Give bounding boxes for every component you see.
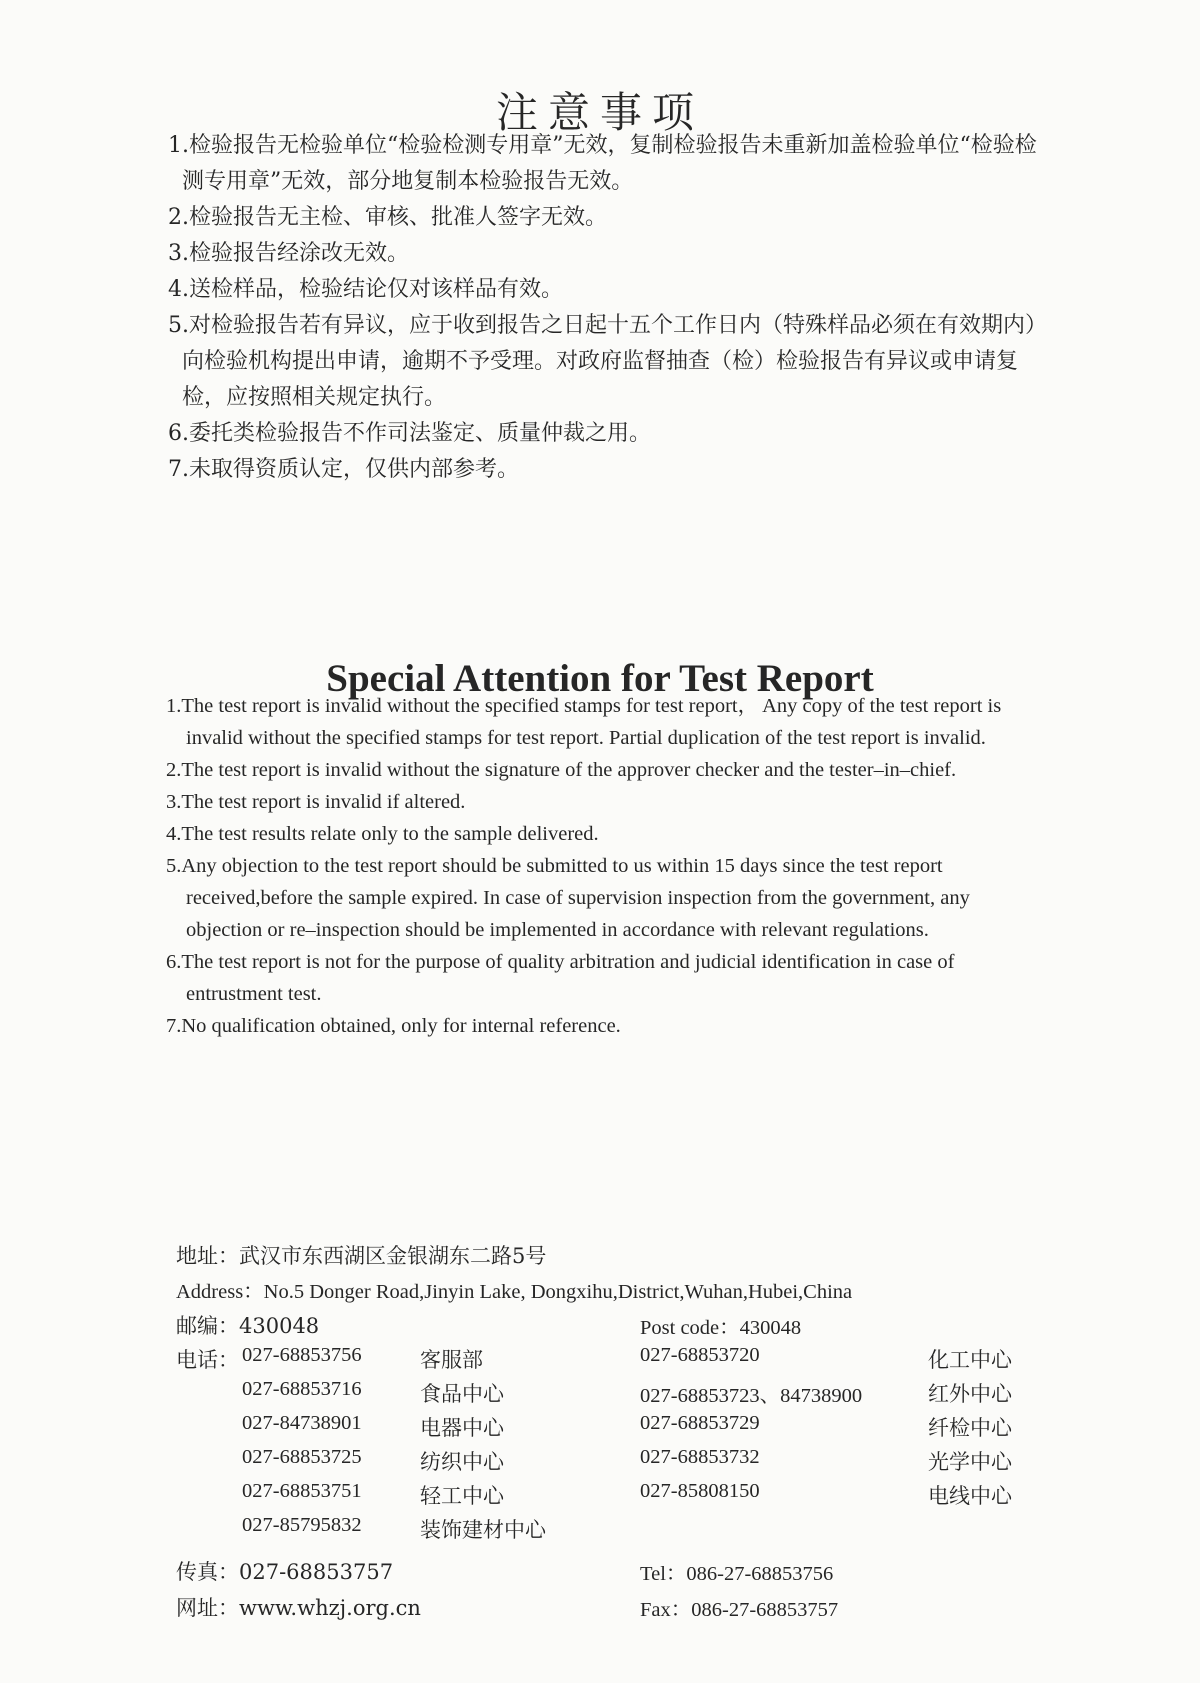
fax-en: Fax：086-27-68853757 <box>640 1599 839 1621</box>
tel-en: Tel：086-27-68853756 <box>640 1563 834 1585</box>
en-notice-list <box>166 690 1046 1042</box>
cn-notice-list <box>168 128 1048 488</box>
phone-department: 纺织中心 <box>420 1450 504 1474</box>
phone-number: 027-85795832 <box>242 1514 362 1536</box>
cn-notice-item: 4.送检样品，检验结论仅对该样品有效。 <box>168 277 563 302</box>
phone-label: 电话： <box>176 1348 239 1372</box>
cn-title: 注意事项 <box>495 88 704 138</box>
cn-notice-item: 2.检验报告无主检、审核、批准人签字无效。 <box>168 205 607 230</box>
phone-number: 027-68853751 <box>242 1480 362 1502</box>
en-notice-item: 4.The test results relate only to the sample delivered. <box>166 823 599 845</box>
phone-number: 027-68853732 <box>640 1446 760 1468</box>
phone-number: 027-85808150 <box>640 1480 760 1502</box>
en-title: Special Attention for Test Report <box>326 657 874 701</box>
phone-number: 027-68853756 <box>242 1344 362 1366</box>
cn-notice-item: 1.检验报告无检验单位“检验检测专用章”无效，复制检验报告未重新加盖检验单位“检验检测专用章”无效，部分地复制本检验报告无效。 <box>168 133 1037 194</box>
website: 网址：www.whzj.org.cn <box>176 1596 421 1620</box>
phone-department: 红外中心 <box>928 1382 1012 1406</box>
phone-department: 轻工中心 <box>420 1484 504 1508</box>
phone-number: 027-68853729 <box>640 1412 760 1434</box>
cn-notice-item: 5.对检验报告若有异议，应于收到报告之日起十五个工作日内（特殊样品必须在有效期内）向检验机构提出申请，逾期不予受理。对政府监督抽查（检）检验报告有异议或申请复检，应按照相关规定执行。 <box>168 313 1047 410</box>
phone-department: 电器中心 <box>420 1416 504 1440</box>
phone-department: 光学中心 <box>928 1450 1012 1474</box>
address-cn: 地址：武汉市东西湖区金银湖东二路5号 <box>176 1244 547 1268</box>
cn-notice-item: 6.委托类检验报告不作司法鉴定、质量仲裁之用。 <box>168 421 651 446</box>
phone-number: 027-68853725 <box>242 1446 362 1468</box>
phone-number: 027-68853723、84738900 <box>640 1385 863 1407</box>
postcode-cn: 邮编：430048 <box>176 1314 320 1338</box>
phone-department: 电线中心 <box>928 1484 1012 1508</box>
phone-department: 食品中心 <box>420 1382 504 1406</box>
en-notice-item: 7.No qualification obtained, only for internal reference. <box>166 1015 621 1037</box>
en-notice-item: 3.The test report is invalid if altered. <box>166 791 466 813</box>
address-en: Address：No.5 Donger Road,Jinyin Lake, Dongxihu,District,Wuhan,Hubei,China <box>176 1281 853 1303</box>
cn-notice-item: 3.检验报告经涂改无效。 <box>168 241 409 266</box>
phone-number: 027-68853716 <box>242 1378 362 1400</box>
phone-department: 装饰建材中心 <box>420 1518 546 1542</box>
phone-department: 纤检中心 <box>928 1416 1012 1440</box>
fax-cn: 传真：027-68853757 <box>176 1560 394 1584</box>
en-notice-item: 5.Any objection to the test report should be submitted to us within 15 days since the test report received,before the sample expired. In case of supervision inspection from the government, any objection or re–inspection should be implemented in accordance with relevant regulations. <box>166 855 970 941</box>
phone-department: 客服部 <box>420 1348 483 1372</box>
phone-department: 化工中心 <box>928 1348 1012 1372</box>
cn-notice-item: 7.未取得资质认定，仅供内部参考。 <box>168 457 519 482</box>
phone-number: 027-68853720 <box>640 1344 760 1366</box>
phone-number: 027-84738901 <box>242 1412 362 1434</box>
en-notice-item: 2.The test report is invalid without the signature of the approver checker and the tester–in–chief. <box>166 759 957 781</box>
postcode-en: Post code：430048 <box>640 1317 802 1339</box>
en-notice-item: 6.The test report is not for the purpose of quality arbitration and judicial identification in case of entrustment test. <box>166 951 955 1005</box>
en-notice-item: 1.The test report is invalid without the specified stamps for test report， Any copy of the test report is invalid without the specified stamps for test report. Partial duplication of the test report is invalid. <box>166 695 1002 749</box>
